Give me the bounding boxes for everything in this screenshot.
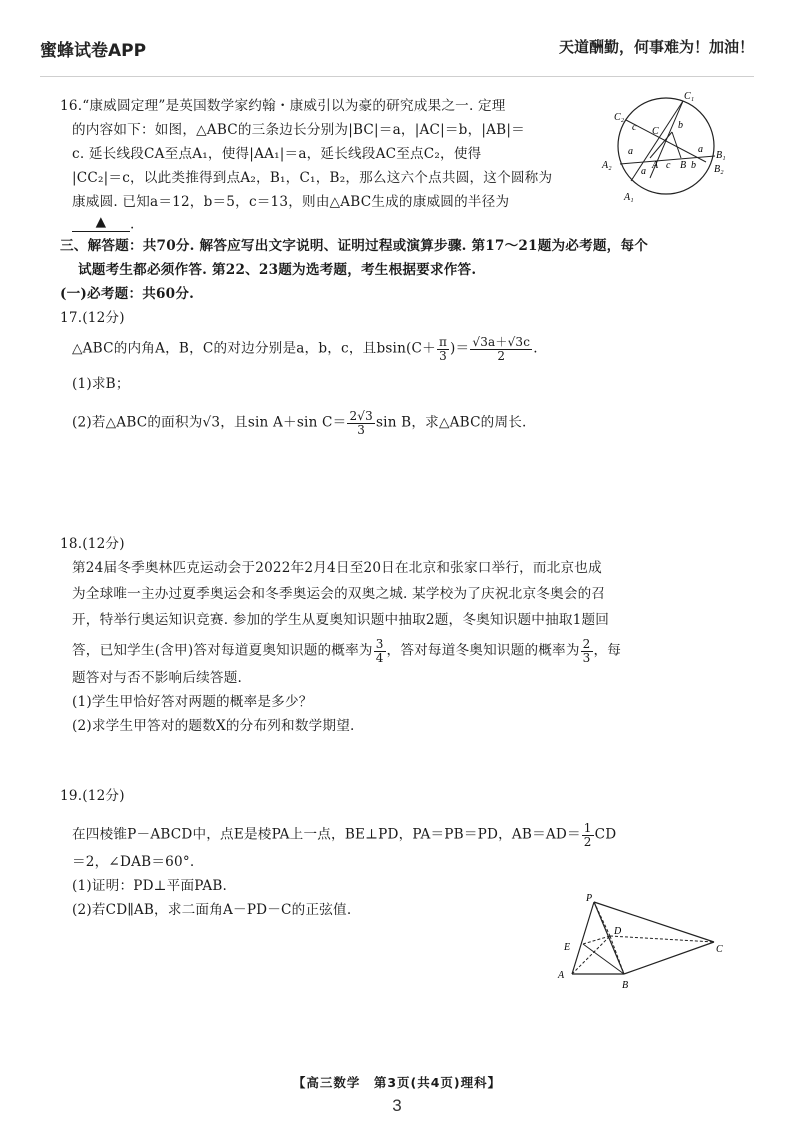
label-p: P xyxy=(586,893,593,904)
page-footer: 【高三数学 第3页(共4页)理科】 xyxy=(292,1075,502,1090)
label-c1: C₁ xyxy=(684,91,695,102)
label-e: E xyxy=(564,942,571,953)
winter-probability: $\frac{2}{3}$ xyxy=(582,637,591,665)
pi-over-3: $\frac{\pi}{3}$ xyxy=(438,335,448,363)
q17-stem: △ABC的内角A，B，C的对边分别是a，b，c，且bsin(C＋ $\frac{\pi}{3}$ )＝ $\frac{√3a+√3c}{2}$ . xyxy=(72,335,538,363)
q19-stem: 在四棱锥P－ABCD中，点E是棱PA上一点，BE⊥PD，PA＝PB＝PD，AB＝AD＝ $\frac{1}{2}$ CD xyxy=(72,821,617,849)
q18-part-1: (1)学生甲恰好答对两题的概率是多少？ xyxy=(72,694,313,710)
required-subheading: (一)必考题：共60分. xyxy=(60,286,195,302)
q18-line-4: 答，已知学生(含甲)答对每道夏奥知识题的概率为 $\frac{3}{4}$ ，答对每道冬奥知识题的概率为 $\frac{2}{3}$ ，每 xyxy=(72,637,622,665)
stem-fraction: $\frac{√3a+√3c}{2}$ xyxy=(472,335,531,363)
svg-text:a: a xyxy=(698,144,703,155)
label-a: A xyxy=(558,970,565,981)
label-b: B xyxy=(622,980,629,991)
summer-probability: $\frac{3}{4}$ xyxy=(375,637,384,665)
pyramid-figure xyxy=(556,892,736,992)
q17-number: 17.(12分) xyxy=(60,310,125,326)
svg-text:b: b xyxy=(691,160,696,171)
label-b2: B₂ xyxy=(714,164,724,175)
svg-text:a: a xyxy=(641,166,646,177)
q18-line-1: 第24届冬季奥林匹克运动会于2022年2月4日至20日在北京和张家口举行，而北京也成 xyxy=(72,560,602,576)
q19-stem-cont: ＝2，∠DAB＝60°. xyxy=(72,854,195,870)
svg-text:b: b xyxy=(678,120,683,131)
svg-text:c: c xyxy=(666,160,671,171)
label-a2: A₂ xyxy=(602,160,612,171)
q18-line-3: 开，特举行奥运知识竞赛. 参加的学生从夏奥知识题中抽取2题，冬奥知识题中抽取1题回 xyxy=(72,612,610,628)
half-fraction: $\frac{1}{2}$ xyxy=(583,821,592,849)
q16-line-3: c. 延长线段CA至点A₁，使得|AA₁|＝a，延长线段AC至点C₂，使得 xyxy=(72,146,482,162)
section-heading-cont: 试题考生都必须作答. 第22、23题为选考题，考生根据要求作答. xyxy=(78,262,477,278)
label-d: D xyxy=(614,926,622,937)
q19-number: 19.(12分) xyxy=(60,788,125,804)
label-a: A xyxy=(652,160,659,171)
svg-text:c: c xyxy=(632,122,637,133)
q18-line-5: 题答对与否不影响后续答题. xyxy=(72,670,243,686)
app-brand: 蜜蜂试卷APP xyxy=(40,41,147,61)
q18-number: 18.(12分) xyxy=(60,536,125,552)
label-c: C xyxy=(716,944,723,955)
label-b: B xyxy=(680,160,687,171)
q16-answer-blank: ▲ . xyxy=(72,216,135,232)
header-slogan: 天道酬勤，何事难为！加油！ xyxy=(558,38,754,56)
label-b1: B₁ xyxy=(716,150,726,161)
q16-line-2: 的内容如下：如图，△ABC的三条边长分别为|BC|＝a，|AC|＝b，|AB|＝ xyxy=(72,122,525,138)
label-a1: A₁ xyxy=(624,192,634,203)
q16-line-1: 16.“康威圆定理”是英国数学家约翰・康威引以为豪的研究成果之一. 定理 xyxy=(60,98,506,114)
conway-circle-figure xyxy=(588,88,738,208)
q17-part-2: (2)若△ABC的面积为√3，且sin A＋sin C＝ $\frac{2√3}{3}$ sin B，求△ABC的周长. xyxy=(72,409,527,437)
q19-part-1: (1)证明：PD⊥平面PAB. xyxy=(72,878,228,894)
q18-part-2: (2)求学生甲答对的题数X的分布列和数学期望. xyxy=(72,718,355,734)
svg-text:a: a xyxy=(628,146,633,157)
q18-line-2: 为全球唯一主办过夏季奥运会和冬季奥运会的双奥之城. 某学校为了庆祝北京冬奥会的召 xyxy=(72,586,606,602)
label-c2: C₂ xyxy=(614,112,625,123)
q16-line-4: |CC₂|＝c，以此类推得到点A₂，B₁，C₁，B₂，那么这六个点共圆，这个圆称为 xyxy=(72,170,553,186)
q17-part-1: (1)求B； xyxy=(72,376,130,392)
q19-part-2: (2)若CD∥AB，求二面角A－PD－C的正弦值. xyxy=(72,902,352,918)
label-c: C xyxy=(652,126,659,137)
coef-fraction: $\frac{2√3}{3}$ xyxy=(349,409,373,437)
q16-line-5: 康威圆. 已知a＝12，b＝5，c＝13，则由△ABC生成的康威圆的半径为 xyxy=(72,194,510,210)
answer-blank: ▲ xyxy=(72,216,130,232)
header-divider xyxy=(40,76,754,77)
page-number: 3 xyxy=(392,1096,402,1115)
section-heading: 三、解答题：共70分. 解答应写出文字说明、证明过程或演算步骤. 第17～21题为必考题，每个 xyxy=(60,238,649,254)
